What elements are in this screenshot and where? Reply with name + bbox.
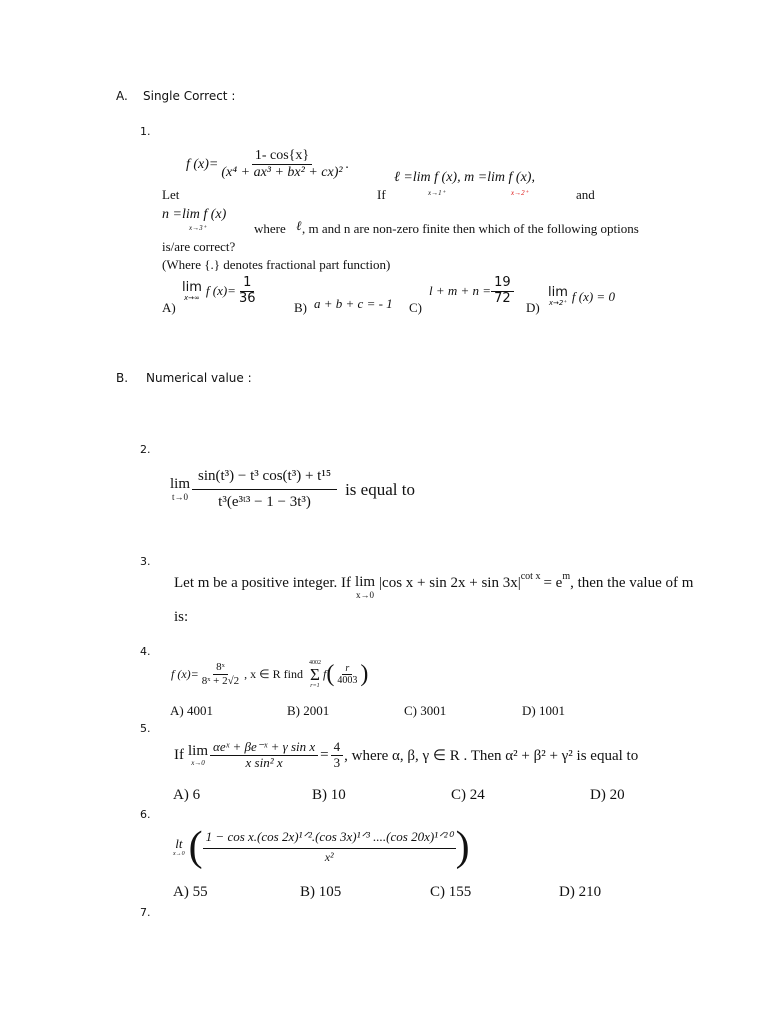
q1-if: If bbox=[377, 187, 386, 202]
q2-tail: is equal to bbox=[345, 479, 415, 499]
question-6: lt x→0 ( $\frac{\text{1 − cos x.(cos 2x)¹ᐟ².(cos 3x)¹ᐟ³ ....(cos 20x)¹ᐟ²⁰}}{\text{x²}}$ ) bbox=[173, 824, 470, 870]
q6-lt-sub: x→0 bbox=[173, 851, 185, 857]
section-a-label: A. bbox=[116, 89, 128, 103]
question-3-number: 3. bbox=[140, 555, 151, 568]
q5-option-d: D) 20 bbox=[590, 787, 625, 803]
q5-tail: , where α, β, γ ∈ R . Then α² + β² + γ² is equal to bbox=[344, 747, 639, 764]
q1-and: and bbox=[576, 187, 595, 202]
q3-lim-word: lim bbox=[355, 574, 376, 590]
q4-sum: 4002 Σ r=1 bbox=[308, 660, 321, 689]
q4-sum-arg-num: r bbox=[342, 663, 352, 676]
q5-fraction bbox=[210, 740, 318, 771]
q1-n-definition: n =lim f (x) bbox=[162, 207, 227, 222]
q3-line2: is: bbox=[174, 609, 189, 625]
question-5: If lim x→0 $\frac{\text{αeˣ + βe⁻ˣ + γ sin x}}{\text{x sin² x}}$ = $\frac{4}{3}$ , where α, β, γ ∈ R . Then α² + β² + γ² is equal to bbox=[174, 739, 639, 770]
q1-fraction-numerator: 1- cos{x} bbox=[252, 148, 312, 165]
q5-eq-den: 3 bbox=[333, 754, 341, 770]
q5-lim bbox=[188, 744, 208, 767]
q5-option-b: B) 10 bbox=[312, 787, 346, 803]
q1-option-a-fraction bbox=[236, 276, 259, 307]
section-b-label: B. bbox=[116, 371, 129, 385]
q4-domain: , x ∈ R find bbox=[244, 667, 303, 681]
q1-limit-definitions bbox=[394, 170, 535, 186]
q1-where: where bbox=[254, 221, 286, 236]
q4-option-b: B) 2001 bbox=[287, 703, 330, 718]
q4-option-d: D) 1001 bbox=[522, 703, 565, 718]
q1-l-subscript: x→1⁺ bbox=[428, 189, 446, 197]
q6-option-c: C) 155 bbox=[430, 884, 472, 900]
q1-option-c-expr: l + m + n = bbox=[429, 283, 492, 299]
q1-option-b-label: B) bbox=[294, 300, 307, 315]
q3-line1-pre: Let m be a positive integer. If bbox=[174, 575, 352, 591]
q6-numerator: 1 − cos x.(cos 2x)¹ᐟ².(cos 3x)¹ᐟ³ ....(cos 20x)¹ᐟ²⁰ bbox=[203, 830, 456, 849]
q1-option-a-expr: f (x)= bbox=[205, 283, 236, 299]
question-5-number: 5. bbox=[140, 722, 151, 735]
section-b-title: Numerical value : bbox=[146, 371, 252, 385]
q1-body-tail: , m and n are non-zero finite then which of the following options bbox=[302, 221, 639, 236]
q1-option-a-label: A) bbox=[162, 300, 176, 315]
question-7-number: 7. bbox=[140, 906, 151, 919]
q2-fraction bbox=[192, 466, 337, 514]
question-2 bbox=[170, 466, 415, 514]
q1-f-lhs: f (x)= bbox=[186, 156, 219, 172]
q1-let: Let bbox=[162, 187, 180, 202]
q1-option-a-lim-sub: x→∞ bbox=[184, 293, 200, 302]
q1-l-m-definition: ℓ =lim f (x), m =lim f (x), bbox=[394, 170, 535, 185]
q4-denominator: 8ˣ + 2√2 bbox=[201, 675, 240, 687]
q4-numerator: 8ˣ bbox=[213, 661, 228, 675]
q4-sum-argument bbox=[334, 663, 360, 687]
q1-option-d-lim-word: lim bbox=[548, 285, 568, 300]
q5-option-c: C) 24 bbox=[451, 787, 485, 803]
q1-function-definition: f (x)= $\frac{1- \cos\{x\}}{\text{(x⁴ + ax³ + bx² + cx)²}}$ . bbox=[186, 148, 350, 181]
question-6-number: 6. bbox=[140, 808, 151, 821]
q4-fraction bbox=[199, 661, 242, 687]
q6-lt bbox=[173, 837, 185, 857]
q1-body-line2: is/are correct? bbox=[162, 239, 236, 254]
q5-eq-num: 4 bbox=[331, 740, 344, 756]
q1-n-subscript: x→3⁺ bbox=[189, 224, 207, 232]
q5-option-a: A) 6 bbox=[173, 787, 201, 803]
q1-option-a bbox=[182, 276, 259, 307]
q2-lim-word: lim bbox=[170, 476, 191, 493]
q1-m-subscript: x→2⁺ bbox=[511, 189, 529, 197]
q5-lim-sub: x→0 bbox=[191, 758, 205, 767]
q4-sum-arg-den: 4003 bbox=[337, 675, 358, 686]
q5-if: If bbox=[174, 746, 184, 763]
q1-option-d-lim-sub: x→2⁺ bbox=[548, 299, 568, 307]
q5-denominator: x sin² x bbox=[245, 754, 283, 770]
q6-option-b: B) 105 bbox=[300, 884, 342, 900]
q1-option-c-label: C) bbox=[409, 300, 422, 315]
q2-denominator: t³(e³ᵗ³ − 1 − 3t³) bbox=[218, 494, 311, 511]
q3-lim-sub: x→0 bbox=[356, 590, 375, 600]
q1-option-d-expr: f (x) = 0 bbox=[571, 288, 615, 304]
section-a-title: Single Correct : bbox=[143, 89, 236, 103]
q4-option-c: C) 3001 bbox=[404, 703, 447, 718]
q3-exponent: cot x bbox=[520, 571, 541, 582]
q2-numerator: sin(t³) − t³ cos(t³) + t¹⁵ bbox=[192, 466, 337, 490]
q2-lim bbox=[170, 477, 190, 502]
q4-f-lhs: f (x)= bbox=[171, 667, 199, 681]
q1-option-d-lim bbox=[548, 286, 568, 307]
q1-option-c-num: 19 bbox=[491, 276, 514, 292]
q1-option-c bbox=[429, 276, 514, 307]
q3-eq: = e bbox=[543, 575, 563, 591]
q4-option-a: A) 4001 bbox=[170, 703, 213, 718]
q1-option-a-lim-word: lim bbox=[182, 279, 202, 295]
q1-option-c-den: 72 bbox=[494, 290, 511, 306]
question-2-number: 2. bbox=[140, 443, 151, 456]
q1-fraction bbox=[218, 148, 345, 181]
q3-eq-exponent: m bbox=[562, 571, 571, 582]
q1-option-b-expr: a + b + c = - 1 bbox=[314, 296, 393, 311]
q1-option-d-label: D) bbox=[526, 300, 540, 315]
q1-option-a-den: 36 bbox=[238, 290, 256, 306]
q3-lim bbox=[355, 575, 375, 600]
q1-option-c-fraction bbox=[491, 276, 514, 307]
q6-fraction bbox=[203, 830, 456, 865]
question-1: Let f (x)= $\frac{1- \cos\{x\}}{\text{(x⁴ + ax³ + bx² + cx)²}}$ . If ℓ =lim f (x), m =lim f (x), x→1⁺ x→2⁺ and n =lim f (x) x→3⁺ where ℓ , m and n are non-zero finite then which of the following options is/are correct? (Where {.} denotes fractional part function) A) lim x→∞ f (x)= $\frac{1}{36}$ B) a + b + c = - 1 C) l + m + n = $\frac{19}{72}$ D) lim x→2⁺ f (x) = 0 bbox=[162, 148, 639, 315]
q6-option-d: D) 210 bbox=[559, 884, 602, 900]
q5-eq-fraction bbox=[331, 740, 344, 771]
q6-option-a: A) 55 bbox=[173, 884, 208, 900]
q1-option-d bbox=[548, 286, 615, 307]
q5-numerator: αeˣ + βe⁻ˣ + γ sin x bbox=[210, 740, 318, 756]
question-3 bbox=[174, 571, 694, 600]
q6-lt-word: lt bbox=[175, 836, 183, 851]
question-4: f (x)= $\frac{\text{8ˣ}}{\text{8ˣ + 2√2}}$ , x ∈ R find 4002 Σ r=1 f ( $\frac{r}{4003}$ ) bbox=[171, 660, 369, 689]
q1-option-a-num: 1 bbox=[240, 276, 254, 292]
q2-lim-sub: t→0 bbox=[172, 492, 189, 503]
question-4-number: 4. bbox=[140, 645, 151, 658]
q1-option-a-lim bbox=[182, 281, 202, 302]
question-1-number: 1. bbox=[140, 125, 151, 138]
q1-fraction-denominator: (x⁴ + ax³ + bx² + cx)² bbox=[221, 165, 343, 181]
q4-sum-bottom: r=1 bbox=[310, 683, 320, 689]
q4-sum-top: 4002 bbox=[308, 660, 321, 666]
q3-expr: |cos x + sin 2x + sin 3x| bbox=[379, 575, 521, 591]
q1-note: (Where {.} denotes fractional part function) bbox=[162, 257, 391, 272]
q6-denominator: x² bbox=[324, 849, 334, 864]
q5-lim-word: lim bbox=[188, 742, 209, 759]
q3-line1-post: , then the value of m bbox=[570, 575, 694, 591]
